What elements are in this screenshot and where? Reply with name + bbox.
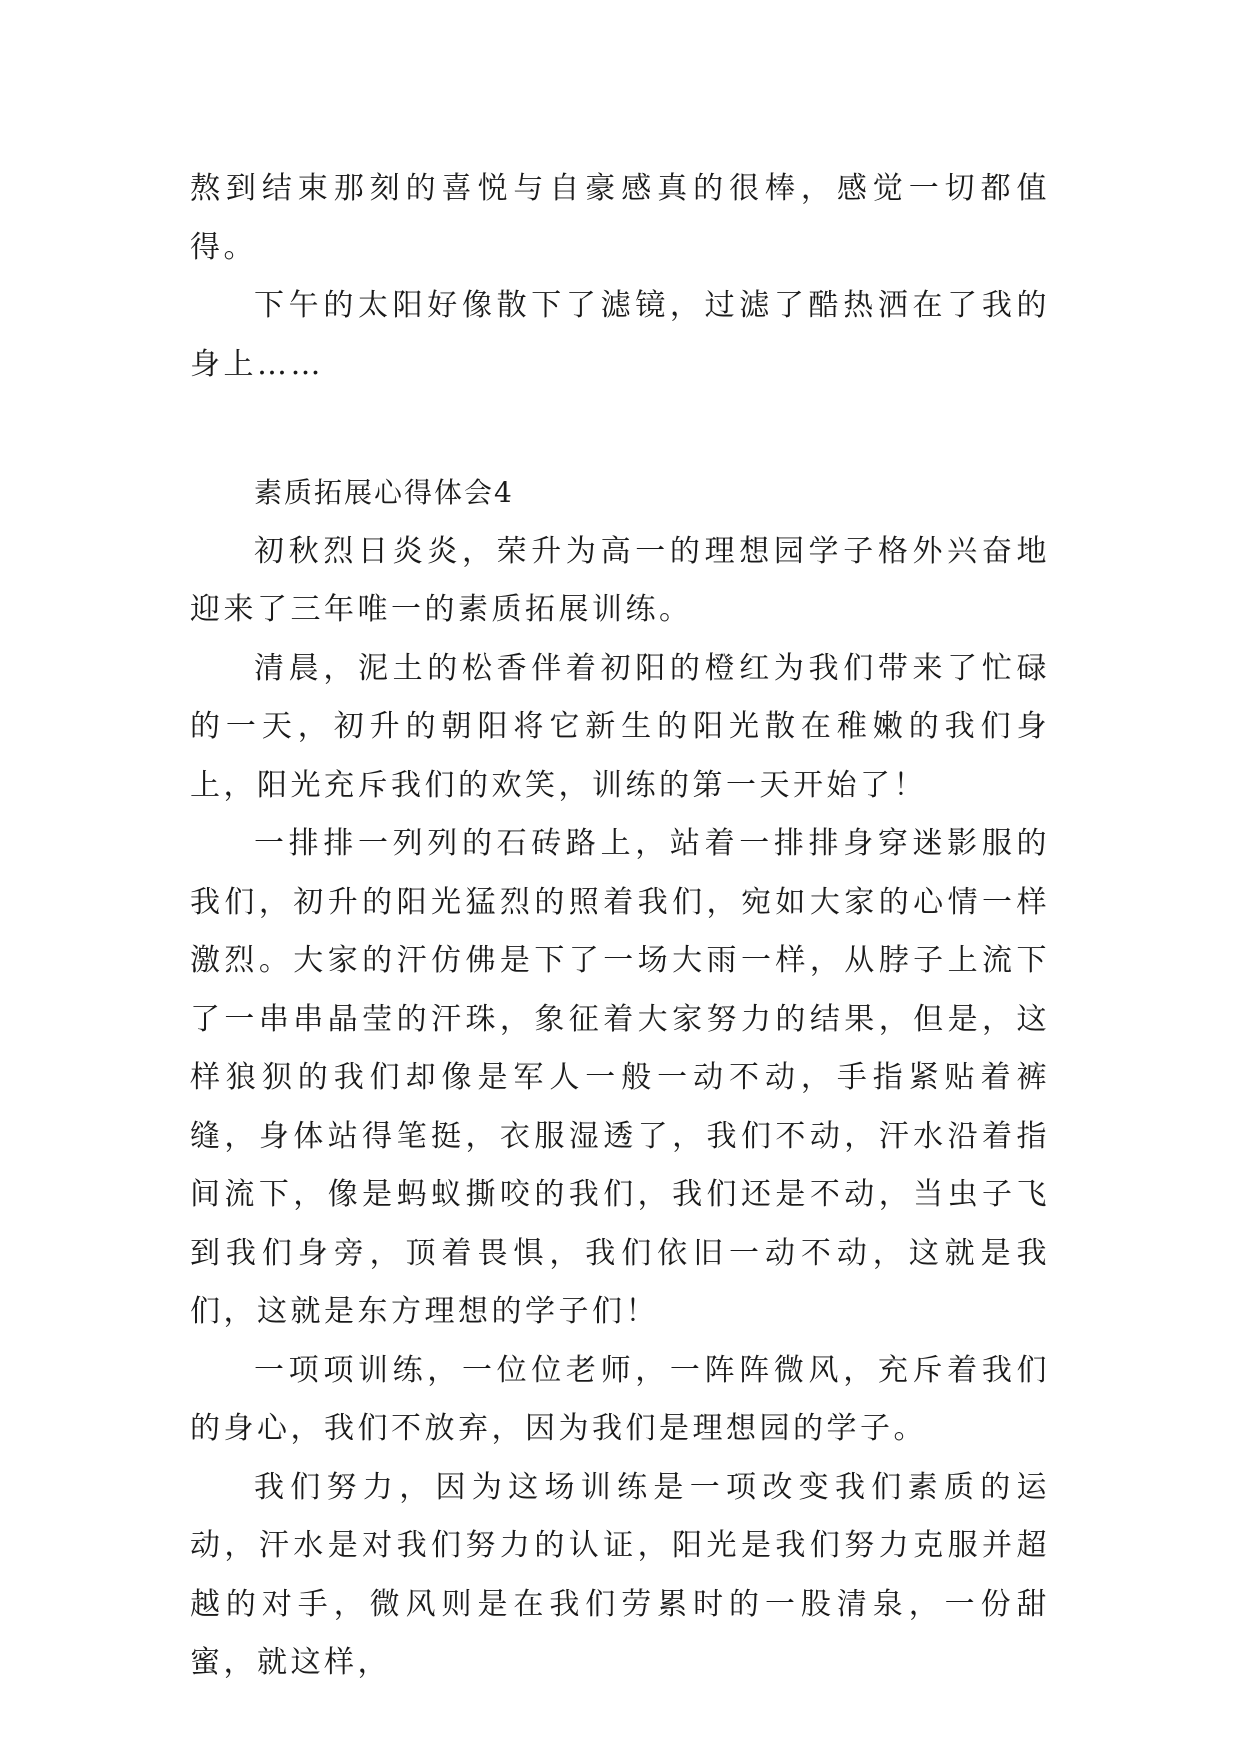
paragraph: 一排排一列列的石砖路上，站着一排排身穿迷影服的我们，初升的阳光猛烈的照着我们，宛如大家的心情一样激烈。大家的汗仿佛是下了一场大雨一样，从脖子上流下了一串串晶莹的汗珠，象征着大家努力的结果，但是，这样狼狈的我们却像是军人一般一动不动，手指紧贴着裤缝，身体站得笔挺，衣服湿透了，我们不动，汗水沿着指间流下，像是蚂蚁撕咬的我们，我们还是不动，当虫子飞到我们身旁，顶着畏惧，我们依旧一动不动，这就是我们，这就是东方理想的学子们！ <box>190 826 1050 1329</box>
paragraph: 熬到结束那刻的喜悦与自豪感真的很棒，感觉一切都值得。 <box>190 171 1050 265</box>
section-spacer <box>190 394 1050 464</box>
paragraph: 我们努力，因为这场训练是一项改变我们素质的运动，汗水是对我们努力的认证，阳光是我们努力克服并超越的对手，微风则是在我们劳累时的一股清泉，一份甜蜜，就这样， <box>190 1469 1050 1680</box>
section-title: 素质拓展心得体会4 <box>254 476 514 509</box>
document-body <box>190 160 1050 1693</box>
paragraph: 下午的太阳好像散下了滤镜，过滤了酷热洒在了我的身上…… <box>190 288 1050 382</box>
paragraph: 一项项训练，一位位老师，一阵阵微风，充斥着我们的身心，我们不放弃，因为我们是理想园的学子。 <box>190 1352 1050 1446</box>
paragraph: 初秋烈日炎炎，荣升为高一的理想园学子格外兴奋地迎来了三年唯一的素质拓展训练。 <box>190 533 1050 627</box>
paragraph: 清晨，泥土的松香伴着初阳的橙红为我们带来了忙碌的一天，初升的朝阳将它新生的阳光散在稚嫩的我们身上，阳光充斥我们的欢笑，训练的第一天开始了！ <box>190 650 1050 803</box>
